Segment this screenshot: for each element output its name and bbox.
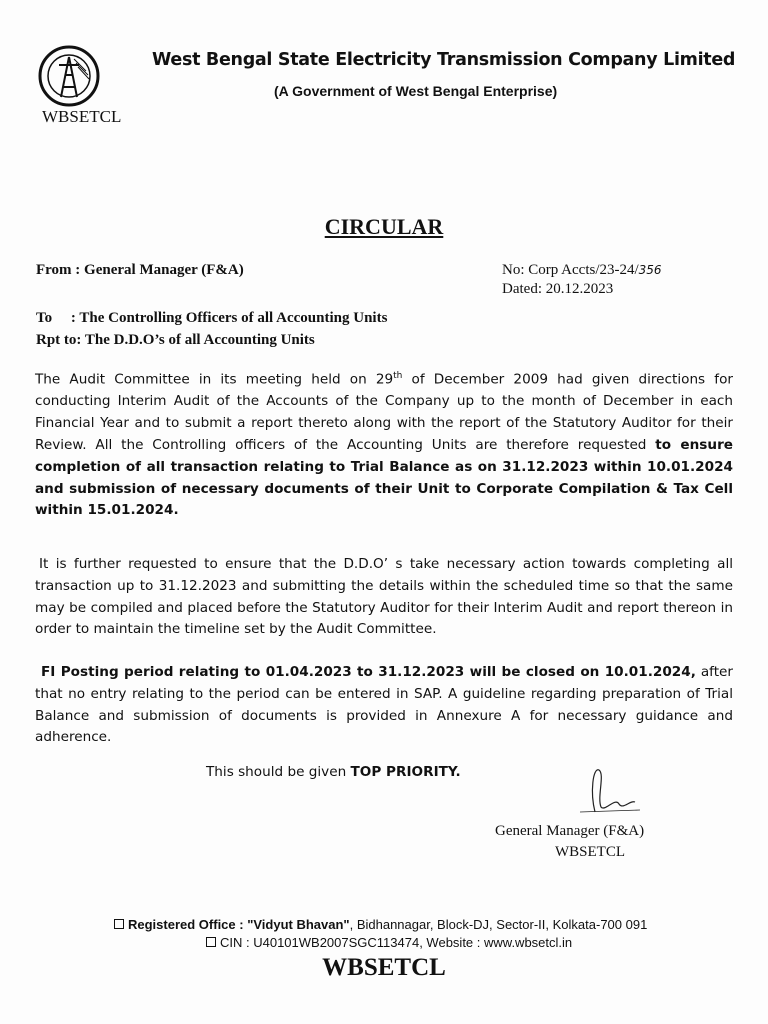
document-title: CIRCULAR <box>324 214 444 239</box>
text-segment: th <box>393 371 403 381</box>
company-name: West Bengal State Electricity Transmission Company Limited <box>152 50 736 70</box>
reg-address: , Bidhannagar, Block-DJ, Sector-II, Kolkata-700 091 <box>349 917 648 932</box>
rpt-to-line: Rpt to: The D.D.O’s of all Accounting Units <box>36 332 315 348</box>
from-line: From : General Manager (F&A) <box>36 262 244 278</box>
wbsetcl-logo-icon <box>28 45 110 107</box>
reference-number <box>502 262 662 279</box>
text-segment: FI Posting period relating to 01.04.2023 to 31.12.2023 will be closed on 10.01.2024, <box>41 664 696 680</box>
cin-line <box>206 935 572 950</box>
bullet-box-icon <box>206 937 216 947</box>
to-line: To : The Controlling Officers of all Accounting Units <box>36 310 388 326</box>
text-segment: after that no entry relating to the period can be entered in SAP. A guideline regarding preparation of Trial Balance and submission of documents is provided in Annexure A for necessary guidance and adherence. <box>35 664 733 746</box>
text-segment: It is further requested to ensure that the D.D.O’ s take necessary action towards completing all transaction up to 31.12.2023 and submitting the details within the scheduled time so that the same may be compiled and placed before the Statutory Auditor for their Interim Audit and report thereon in order to maintain the timeline set by the Audit Committee. <box>35 556 733 638</box>
logo-text: WBSETCL <box>42 107 122 126</box>
company-subtitle: (A Government of West Bengal Enterprise) <box>274 83 558 99</box>
paragraph-3 <box>35 662 733 749</box>
reg-building: "Vidyut Bhavan" <box>247 917 350 932</box>
reg-label: Registered Office : <box>128 917 248 932</box>
cin-text: CIN : U40101WB2007SGC113474, Website : www.wbsetcl.in <box>220 935 573 950</box>
text-segment: The Audit Committee in its meeting held on 29 <box>35 371 394 388</box>
ref-no-text: No: Corp Accts/23-24/ <box>502 262 639 278</box>
paragraph-2 <box>35 554 733 641</box>
ref-no-handwritten: 356 <box>638 263 662 277</box>
priority-text: This should be given <box>206 764 351 780</box>
priority-note <box>206 764 461 780</box>
footer-brand: WBSETCL <box>322 954 446 981</box>
registered-office <box>114 917 647 932</box>
bullet-box-icon <box>114 919 124 929</box>
signatory-title: General Manager (F&A) <box>495 823 645 839</box>
date-line: Dated: 20.12.2023 <box>502 281 614 297</box>
signature-icon <box>575 762 645 822</box>
priority-bold: TOP PRIORITY. <box>350 764 461 780</box>
signatory-org: WBSETCL <box>555 844 625 860</box>
text-segment: to ensure completion of all transaction relating to Trial Balance as on 31.12.2023 within 10.01.2024 and submission of necessary documents of their Unit to Corporate Compilation & Tax Cell within 15.01.2024. <box>35 436 733 519</box>
text-segment: of December 2009 had given directions for conducting Interim Audit of the Accounts of the Company up to the month of December in each Financial Year and to submit a report thereto along with the report of the Statutory Auditor for their Review. All the Controlling officers of the Accounting Units are therefore requested <box>35 371 733 453</box>
paragraph-1 <box>35 366 733 522</box>
